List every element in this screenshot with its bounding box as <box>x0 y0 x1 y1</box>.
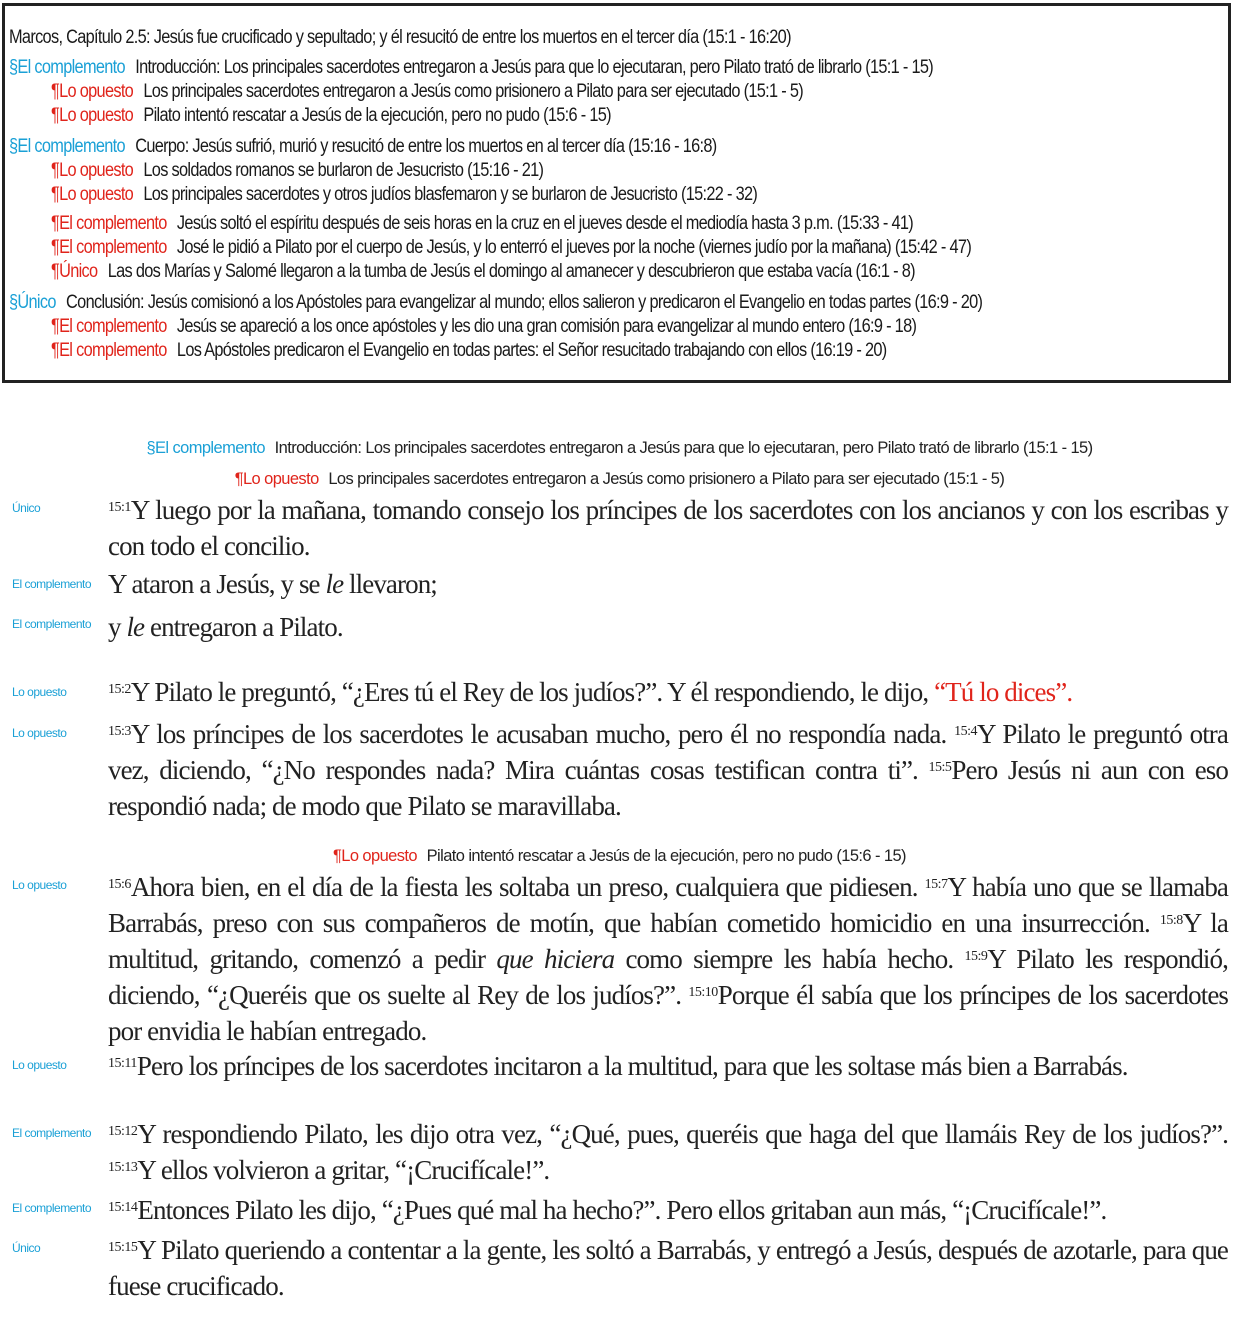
margin-label: El complemento <box>12 1201 92 1215</box>
outline-line <box>51 104 611 128</box>
verse-paragraph <box>108 716 1228 824</box>
outline-tag: §El complemento <box>9 57 125 78</box>
verse-line <box>108 609 1228 645</box>
section-tag: ¶Lo opuesto <box>333 846 417 865</box>
outline-text: Los principales sacerdotes entregaron a Jesús como prisionero a Pilato para ser ejecutado (15:1 - 5) <box>143 81 804 102</box>
margin-label: El complemento <box>12 617 92 631</box>
section-title: Introducción: Los principales sacerdotes entregaron a Jesús para que lo ejecutaran, pero Pilato trató de librarlo (15:1 - 15) <box>274 438 1093 457</box>
verse-number: 15:12 <box>108 1124 138 1139</box>
margin-label: Único <box>12 501 41 515</box>
outline-tag: §El complemento <box>9 136 125 157</box>
verse-number: 15:9 <box>964 949 988 964</box>
verse-paragraph <box>108 1048 1228 1084</box>
verse-text: llevaron; <box>343 569 437 599</box>
verse-text: Y ataron a Jesús, y se <box>108 569 326 599</box>
verse-text: Y Pilato le preguntó otra vez, diciendo, “¿No respondes nada? Mira cuántas cosas testifican contra ti”. <box>108 719 1228 785</box>
outline-title: Marcos, Capítulo 2.5: Jesús fue crucificado y sepultado; y él resucitó de entre los muertos en el tercer día (15:1 - 16:20) <box>9 27 791 48</box>
outline-line <box>51 80 803 104</box>
outline-line <box>51 236 971 260</box>
outline-line <box>51 183 757 207</box>
section-header <box>20 468 1220 490</box>
outline-tag: ¶Lo opuesto <box>51 160 134 181</box>
verse-number: 15:13 <box>108 1160 138 1175</box>
outline-tag: ¶Lo opuesto <box>51 81 134 102</box>
verse-paragraph <box>108 674 1228 710</box>
verse-text: Y había uno que se llamaba Barrabás, preso con sus compañeros de motín, que habían cometido homicidio en una insurrección. <box>108 872 1228 938</box>
verse-paragraph <box>108 1232 1228 1304</box>
outline-tag: §Único <box>9 292 56 313</box>
verse-text: Y la multitud, gritando, comenzó a pedir <box>108 908 1228 974</box>
outline-line <box>51 159 543 183</box>
verse-italic: le <box>126 612 145 642</box>
section-title: Los principales sacerdotes entregaron a Jesús como prisionero a Pilato para ser ejecutado (15:1 - 5) <box>328 469 1005 488</box>
verse-number: 15:6 <box>108 877 131 892</box>
verse-number: 15:5 <box>928 760 952 775</box>
outline-line <box>9 291 982 315</box>
outline-tag: ¶Lo opuesto <box>51 105 134 126</box>
outline-tag: ¶Único <box>51 261 98 282</box>
verse-number: 15:1 <box>108 500 131 515</box>
verse-text: Ahora bien, en el día de la fiesta les soltaba un preso, cualquiera que pidiesen. <box>130 872 925 902</box>
verse-number: 15:2 <box>108 682 131 697</box>
outline-text: Los soldados romanos se burlaron de Jesucristo (15:16 - 21) <box>143 160 544 181</box>
outline-line <box>51 260 915 284</box>
outline-line <box>51 212 913 236</box>
outline-tag: ¶Lo opuesto <box>51 184 134 205</box>
outline-tag: ¶El complemento <box>51 340 167 361</box>
verse-text: Porque él sabía que los príncipes de los sacerdotes por envidia le habían entregado. <box>108 980 1229 1046</box>
outline-text: Conclusión: Jesús comisionó a los Apóstoles para evangelizar al mundo; ellos salieron y predicaron el Evangelio en todas partes (16:9 - 20) <box>66 292 983 313</box>
verse-text: Y ellos volvieron a gritar, “¡Crucifícale!”. <box>137 1155 550 1185</box>
verse-number: 15:4 <box>954 724 977 739</box>
verse-text: Pero los príncipes de los sacerdotes incitaron a la multitud, para que les soltase más bien a Barrabás. <box>136 1051 1128 1081</box>
section-tag: ¶Lo opuesto <box>234 469 319 488</box>
chapter-outline-box <box>2 3 1231 383</box>
outline-text: Cuerpo: Jesús sufrió, murió y resucitó de entre los muertos en al tercer día (15:16 - 16:8) <box>135 136 717 157</box>
verse-text: Y Pilato le preguntó, “¿Eres tú el Rey de los judíos?”. Y él respondiendo, le dijo, <box>130 677 935 707</box>
verse-text: Y respondiendo Pilato, les dijo otra vez, “¿Qué, pues, queréis que haga del que llamáis Rey de los judíos?”. <box>137 1119 1228 1149</box>
outline-text: Los principales sacerdotes y otros judíos blasfemaron y se burlaron de Jesucristo (15:22 - 32) <box>143 184 758 205</box>
outline-line <box>51 339 887 363</box>
section-title: Pilato intentó rescatar a Jesús de la ejecución, pero no pudo (15:6 - 15) <box>426 846 906 865</box>
section-header <box>20 437 1220 459</box>
outline-text: Jesús soltó el espíritu después de seis horas en la cruz en el jueves desde el mediodía hasta 3 p.m. (15:33 - 41) <box>176 213 914 234</box>
outline-tag: ¶El complemento <box>51 213 167 234</box>
verse-paragraph <box>108 869 1228 1049</box>
outline-text: José le pidió a Pilato por el cuerpo de Jesús, y lo enterró el jueves por la noche (viernes judío por la mañana) (15:42 - 47) <box>176 237 972 258</box>
verse-text: entregaron a Pilato. <box>144 612 343 642</box>
outline-text: Pilato intentó rescatar a Jesús de la ejecución, pero no pudo (15:6 - 15) <box>143 105 611 126</box>
verse-number: 15:3 <box>108 724 131 739</box>
verse-number: 15:7 <box>924 877 948 892</box>
verse-italic: le <box>325 569 344 599</box>
jesus-words: “Tú lo dices”. <box>934 677 1073 707</box>
verse-paragraph <box>108 1192 1228 1228</box>
outline-text: Introducción: Los principales sacerdotes entregaron a Jesús para que lo ejecutaran, pero Pilato trató de librarlo (15:1 - 15) <box>135 57 934 78</box>
verse-text: Entonces Pilato les dijo, “¿Pues qué mal ha hecho?”. Pero ellos gritaban aun más, “¡Crucifícale!”. <box>137 1195 1107 1225</box>
outline-text: Los Apóstoles predicaron el Evangelio en todas partes: el Señor resucitado trabajando con ellos (16:19 - 20) <box>176 340 887 361</box>
outline-tag: ¶El complemento <box>51 237 167 258</box>
outline-text: Las dos Marías y Salomé llegaron a la tumba de Jesús el domingo al amanecer y descubrieron que estaba vacía (16:1 - 8) <box>107 261 915 282</box>
outline-line <box>9 56 933 80</box>
margin-label: El complemento <box>12 577 92 591</box>
margin-label: Lo opuesto <box>12 1058 67 1072</box>
verse-text: y <box>108 612 127 642</box>
verse-paragraph <box>108 492 1228 564</box>
margin-label: Lo opuesto <box>12 726 67 740</box>
outline-line <box>51 315 916 339</box>
verse-text: Y Pilato queriendo a contentar a la gente, les soltó a Barrabás, y entregó a Jesús, después de azotarle, para que fuese crucificado. <box>108 1235 1228 1301</box>
verse-number: 15:11 <box>108 1056 137 1071</box>
outline-text: Jesús se apareció a los once apóstoles y les dio una gran comisión para evangelizar al mundo entero (16:9 - 18) <box>176 316 917 337</box>
margin-label: El complemento <box>12 1126 92 1140</box>
verse-number: 15:15 <box>108 1240 138 1255</box>
verse-text: como siempre les había hecho. <box>614 944 965 974</box>
verse-text: Y Pilato les respondió, diciendo, “¿Queréis que os suelte al Rey de los judíos?”. <box>108 944 1228 1010</box>
verse-italic: que hiciera <box>496 944 615 974</box>
outline-line <box>9 135 717 159</box>
margin-label: Lo opuesto <box>12 685 67 699</box>
verse-line <box>108 566 1228 602</box>
outline-tag: ¶El complemento <box>51 316 167 337</box>
verse-text: Y los príncipes de los sacerdotes le acusaban mucho, pero él no respondía nada. <box>130 719 955 749</box>
verse-text: Pero Jesús ni aun con eso respondió nada; de modo que Pilato se maravillaba. <box>108 755 1228 821</box>
margin-label: Único <box>12 1241 41 1255</box>
section-header <box>20 845 1220 867</box>
verse-text: Y luego por la mañana, tomando consejo los príncipes de los sacerdotes con los ancianos y con los escribas y con todo el concilio. <box>108 495 1228 561</box>
section-tag: §El complemento <box>146 438 265 457</box>
verse-number: 15:14 <box>108 1200 138 1215</box>
verse-number: 15:8 <box>1159 913 1183 928</box>
verse-paragraph <box>108 1116 1228 1188</box>
verse-number: 15:10 <box>688 985 718 1000</box>
margin-label: Lo opuesto <box>12 878 67 892</box>
